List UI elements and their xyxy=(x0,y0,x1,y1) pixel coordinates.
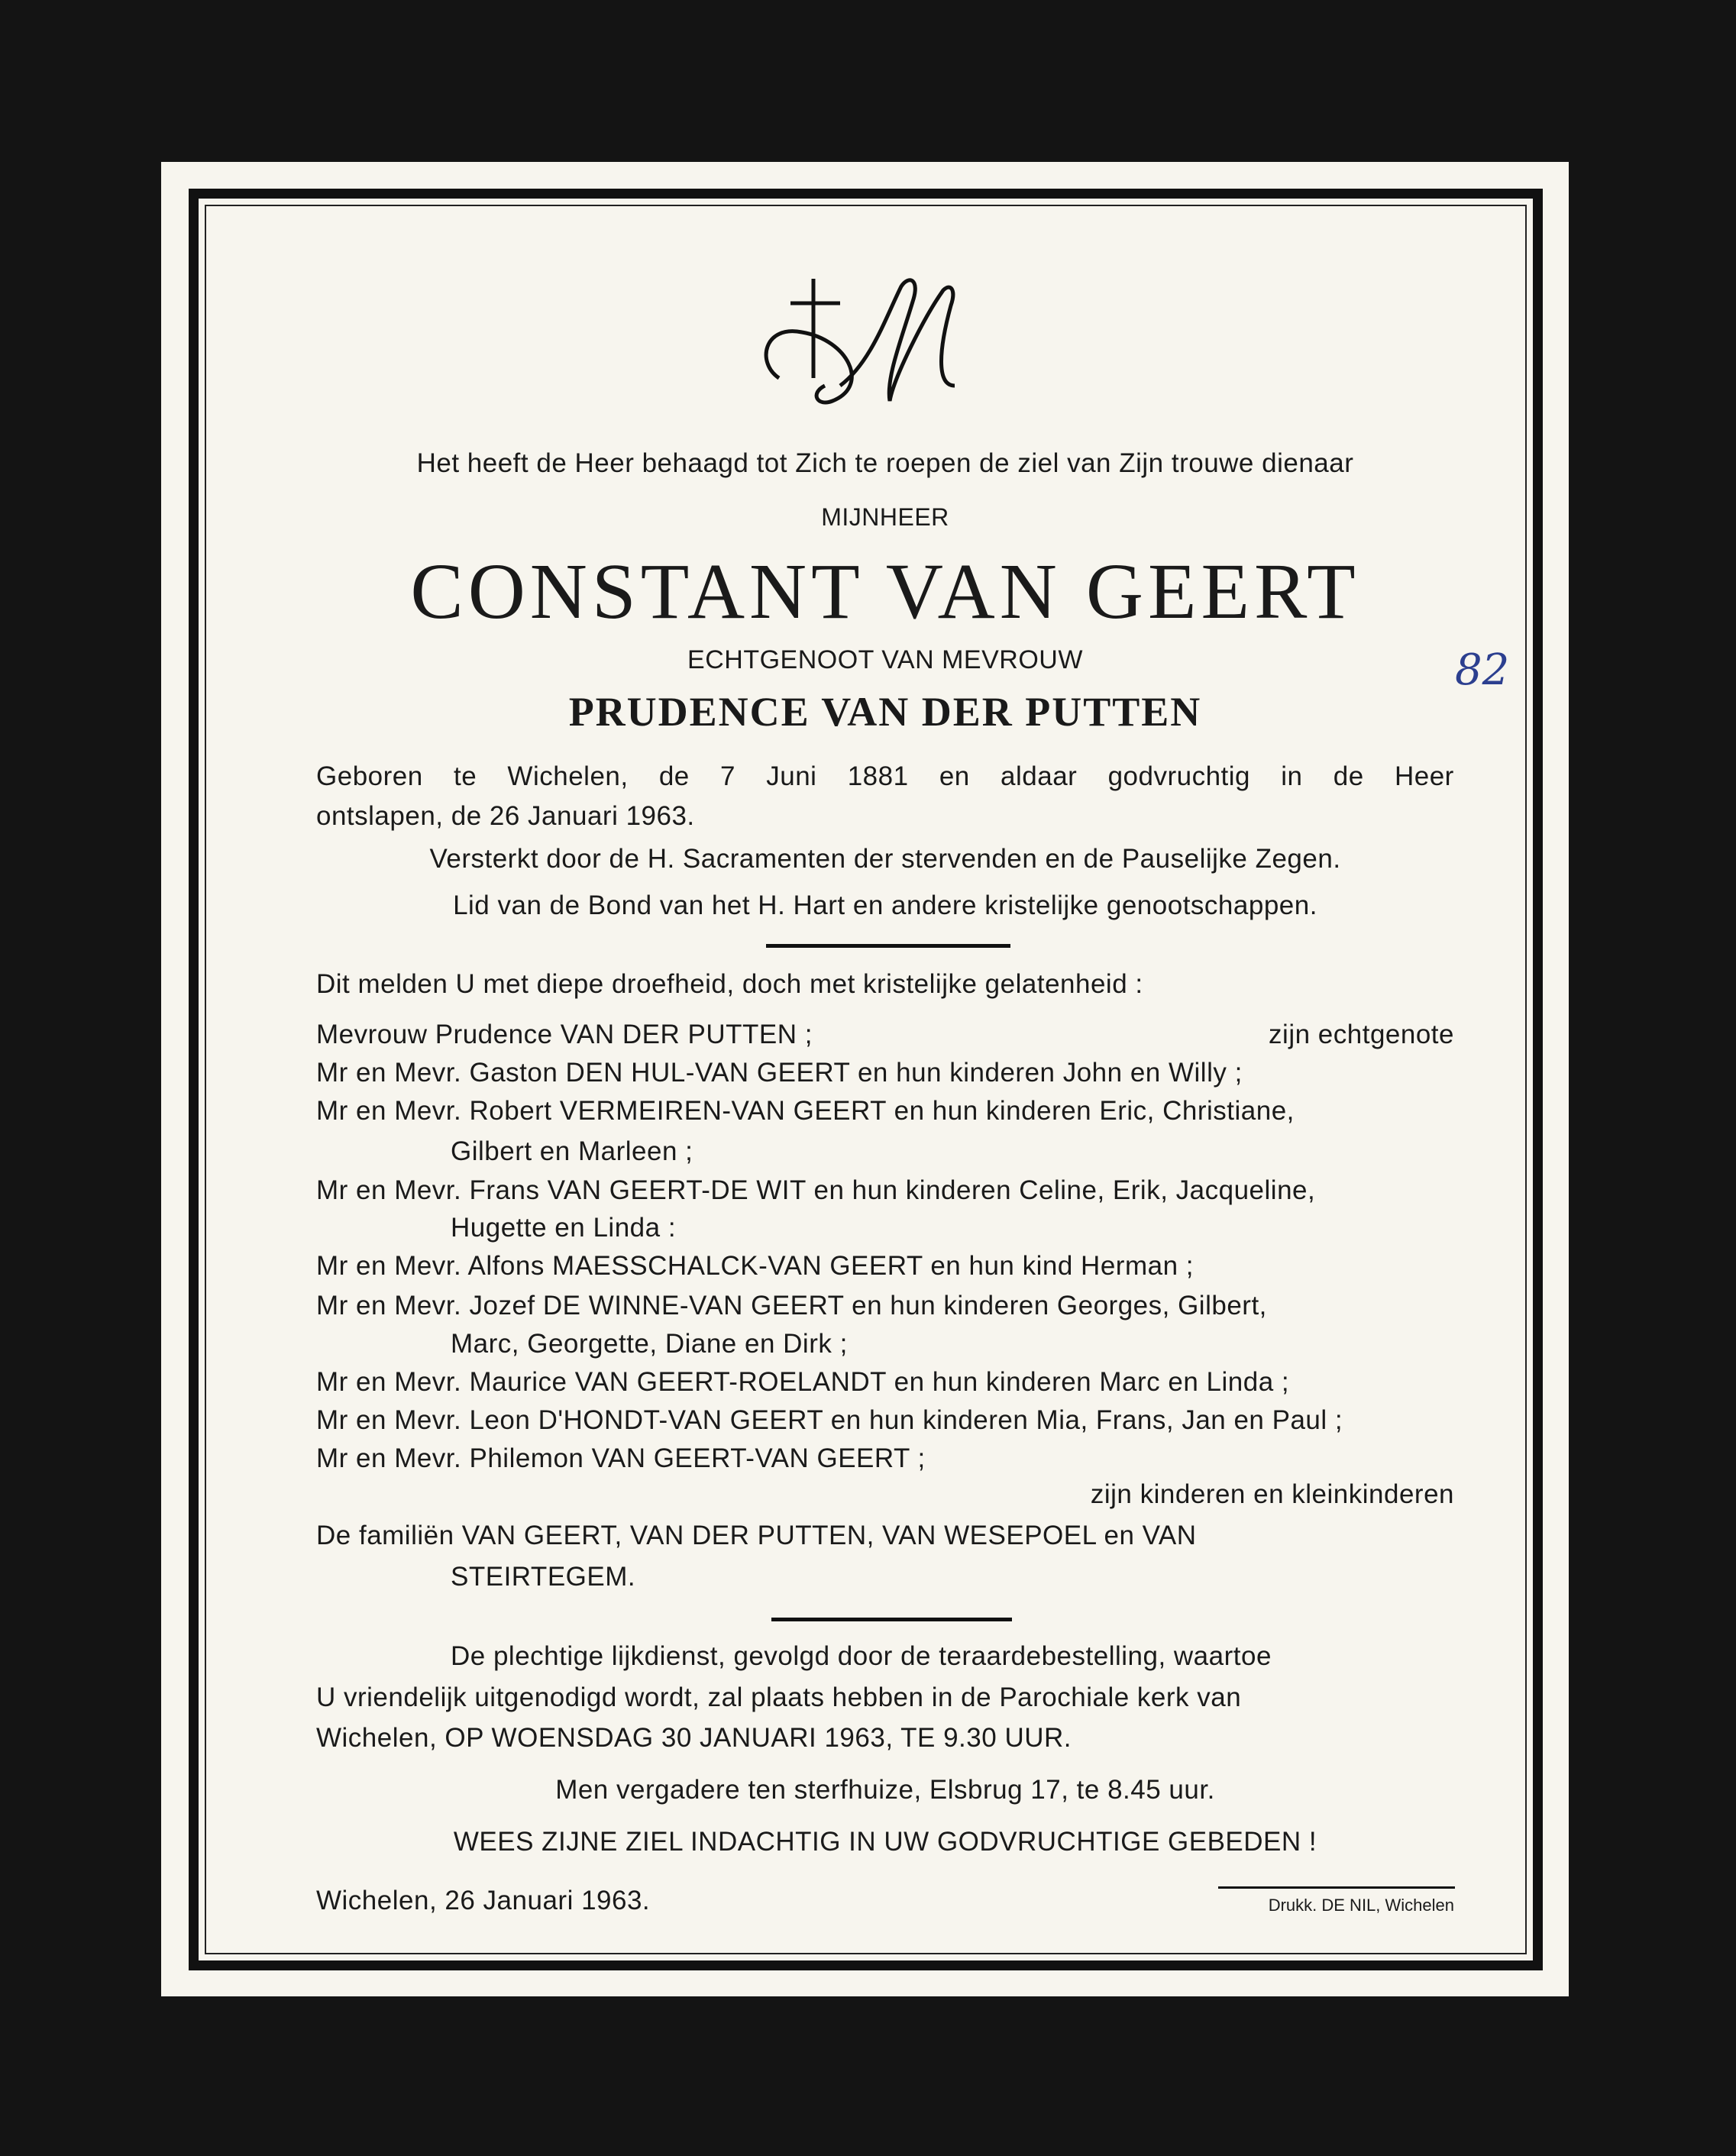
word: de xyxy=(658,761,690,791)
family-relation: zijn echtgenote xyxy=(1269,1020,1454,1049)
word: aldaar xyxy=(1001,761,1078,791)
announcement: Dit melden U met diepe droefheid, doch met kristelijke gelatenheid : xyxy=(316,969,1143,999)
printer-rule xyxy=(1218,1886,1455,1889)
family-line: Mr en Mevr. Leon D'HONDT-VAN GEERT en hun kinderen Mia, Frans, Jan en Paul ; xyxy=(316,1405,1343,1435)
family-text: Mevrouw Prudence VAN DER PUTTEN ; xyxy=(316,1020,813,1049)
service-line: Wichelen, OP WOENSDAG 30 JANUARI 1963, TE 9.30 UUR. xyxy=(316,1723,1072,1753)
family-line: Gilbert en Marleen ; xyxy=(451,1136,693,1166)
place-date: Wichelen, 26 Januari 1963. xyxy=(316,1886,651,1915)
intro-text: Het heeft de Heer behaagd tot Zich te roepen de ziel van Zijn trouwe dienaar xyxy=(416,448,1354,478)
family-line: Mr en Mevr. Alfons MAESSCHALCK-VAN GEERT en hun kind Herman ; xyxy=(316,1251,1194,1281)
printer-credit: Drukk. DE NIL, Wichelen xyxy=(1268,1896,1454,1915)
family-line: Mr en Mevr. Philemon VAN GEERT-VAN GEERT ; xyxy=(316,1443,926,1473)
family-line: Mr en Mevr. Robert VERMEIREN-VAN GEERT en hun kinderen Eric, Christiane, xyxy=(316,1096,1295,1126)
family-line: Mr en Mevr. Frans VAN GEERT-DE WIT en hun kinderen Celine, Erik, Jacqueline, xyxy=(316,1175,1316,1205)
bio-line xyxy=(316,760,1454,794)
word: Juni xyxy=(766,761,817,791)
prayer-text: WEES ZIJNE ZIEL INDACHTIG IN UW GODVRUCHTIGE GEBEDEN ! xyxy=(453,1827,1317,1857)
family-line: STEIRTEGEM. xyxy=(451,1562,636,1592)
family-line: Hugette en Linda : xyxy=(451,1213,677,1243)
family-line xyxy=(316,1018,1454,1052)
divider xyxy=(766,944,1010,948)
word: Wichelen, xyxy=(507,761,629,791)
handwritten-note: 82 xyxy=(1455,645,1510,695)
spouse-name: PRUDENCE VAN DER PUTTEN xyxy=(568,689,1202,735)
family-line: Mr en Mevr. Maurice VAN GEERT-ROELANDT en hun kinderen Marc en Linda ; xyxy=(316,1367,1290,1397)
bio-line: Versterkt door de H. Sacramenten der stervenden en de Pauselijke Zegen. xyxy=(429,844,1341,874)
cross-monogram-icon xyxy=(756,271,978,424)
word: Heer xyxy=(1394,761,1454,791)
deceased-name: CONSTANT VAN GEERT xyxy=(410,548,1360,635)
word: de xyxy=(1333,761,1364,791)
word: godvruchtig xyxy=(1107,761,1251,791)
word: te xyxy=(453,761,477,791)
word: 7 xyxy=(720,761,735,791)
bio-line: ontslapen, de 26 Januari 1963. xyxy=(316,801,695,831)
honorific: MIJNHEER xyxy=(821,503,949,531)
family-line: zijn kinderen en kleinkinderen xyxy=(1090,1479,1454,1509)
word: in xyxy=(1281,761,1303,791)
family-line: Mr en Mevr. Gaston DEN HUL-VAN GEERT en hun kinderen John en Willy ; xyxy=(316,1058,1243,1088)
family-line: Mr en Mevr. Jozef DE WINNE-VAN GEERT en hun kinderen Georges, Gilbert, xyxy=(316,1291,1267,1320)
word: en xyxy=(939,761,970,791)
spouse-intro: ECHTGENOOT VAN MEVROUW xyxy=(687,645,1083,674)
gathering-text: Men vergadere ten sterfhuize, Elsbrug 17, te 8.45 uur. xyxy=(555,1775,1215,1805)
word: 1881 xyxy=(847,761,909,791)
service-line: De plechtige lijkdienst, gevolgd door de teraardebestelling, waartoe xyxy=(451,1641,1272,1671)
service-line: U vriendelijk uitgenodigd wordt, zal plaats hebben in de Parochiale kerk van xyxy=(316,1682,1242,1712)
family-line: De familiën VAN GEERT, VAN DER PUTTEN, VAN WESEPOEL en VAN xyxy=(316,1521,1197,1550)
divider xyxy=(771,1618,1012,1621)
family-line: Marc, Georgette, Diane en Dirk ; xyxy=(451,1329,848,1359)
bio-line: Lid van de Bond van het H. Hart en andere kristelijke genootschappen. xyxy=(453,891,1317,920)
word: Geboren xyxy=(316,761,423,791)
